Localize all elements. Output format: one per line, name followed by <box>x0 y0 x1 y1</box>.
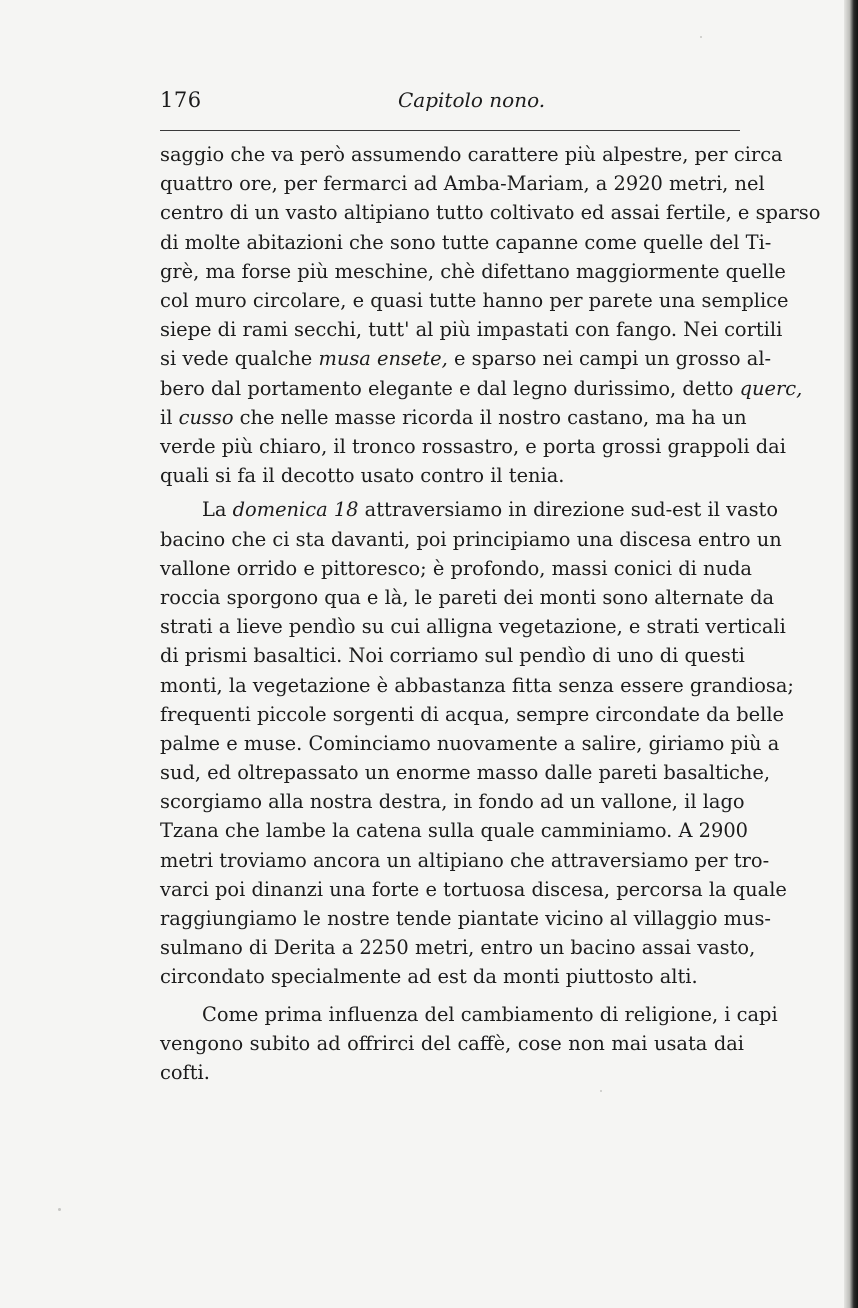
text-line: siepe di rami secchi, tutt' al più impastati con fango. Nei cortili <box>160 318 783 342</box>
scan-speck <box>700 36 702 38</box>
text-line: metri troviamo ancora un altipiano che attraversiamo per tro- <box>160 848 770 872</box>
text-line: palme e muse. Cominciamo nuovamente a salire, giriamo più a <box>160 731 780 755</box>
paragraph-1 <box>160 140 821 490</box>
text-line: raggiungiamo le nostre tende piantate vicino al villaggio mus- <box>160 907 771 931</box>
paragraph-3 <box>160 1000 778 1088</box>
scan-speck <box>58 1208 61 1211</box>
text-line: strati a lieve pendìo su cui alligna vegetazione, e strati verticali <box>160 615 786 639</box>
page-header <box>160 88 740 128</box>
page-number: 176 <box>160 88 202 112</box>
text-line: scorgiamo alla nostra destra, in fondo ad un vallone, il lago <box>160 790 745 814</box>
text-line: grè, ma forse più meschine, chè difettano maggiormente quelle <box>160 259 786 283</box>
header-rule <box>160 130 740 131</box>
text-line: centro di un vasto altipiano tutto coltivato ed assai fertile, e sparso <box>160 201 821 225</box>
text-line: roccia sporgono qua e là, le pareti dei monti sono alternate da <box>160 585 775 609</box>
text-line: sud, ed oltrepassato un enorme masso dalle pareti basaltiche, <box>160 761 771 785</box>
text-line: verde più chiaro, il tronco rossastro, e porta grossi grappoli dai <box>160 434 786 458</box>
text-line: Tzana che lambe la catena sulla quale camminiamo. A 2900 <box>160 819 749 843</box>
text-line: quali si fa il decotto usato contro il tenia. <box>160 464 565 488</box>
page-edge-shadow <box>844 0 858 1308</box>
text-line: Come prima influenza del cambiamento di religione, i capi <box>202 1002 778 1026</box>
italic-term: querc, <box>739 376 803 400</box>
paragraph-2 <box>160 495 794 991</box>
text-line: varci poi dinanzi una forte e tortuosa discesa, percorsa la quale <box>160 877 787 901</box>
text-line: saggio che va però assumendo carattere più alpestre, per circa <box>160 143 783 166</box>
text-line: sulmano di Derita a 2250 metri, entro un bacino assai vasto, <box>160 936 756 960</box>
text-line: di prismi basaltici. Noi corriamo sul pendìo di uno di questi <box>160 644 745 668</box>
text-line: circondato specialmente ad est da monti piuttosto alti. <box>160 965 698 989</box>
text-line: quattro ore, per fermarci ad Amba-Mariam, a 2920 metri, nel <box>160 172 765 196</box>
text-line: bero dal portamento elegante e dal legno durissimo, detto querc, <box>160 376 803 400</box>
text-line: vengono subito ad offrirci del caffè, cose non mai usata dai <box>160 1031 744 1055</box>
text-line: il cusso che nelle masse ricorda il nostro castano, ma ha un <box>160 405 747 429</box>
text-line: col muro circolare, e quasi tutte hanno per parete una semplice <box>160 288 789 312</box>
text-line: frequenti piccole sorgenti di acqua, sempre circondate da belle <box>160 702 785 726</box>
text-line: monti, la vegetazione è abbastanza fitta senza essere grandiosa; <box>160 673 794 697</box>
text-line: si vede qualche musa ensete, e sparso nei campi un grosso al- <box>160 347 772 371</box>
text-line: cofti. <box>160 1061 210 1085</box>
italic-term: domenica 18 <box>232 498 359 522</box>
scan-speck <box>600 1090 602 1092</box>
text-line: di molte abitazioni che sono tutte capanne come quelle del Ti- <box>160 230 772 254</box>
text-line: vallone orrido e pittoresco; è profondo, massi conici di nuda <box>160 556 752 580</box>
italic-term: cusso <box>178 405 234 429</box>
running-title: Capitolo nono. <box>398 88 546 112</box>
text-line: La domenica 18 attraversiamo in direzione sud-est il vasto <box>202 498 779 522</box>
italic-term: musa ensete, <box>318 347 448 371</box>
text-line: bacino che ci sta davanti, poi principiamo una discesa entro un <box>160 527 782 551</box>
